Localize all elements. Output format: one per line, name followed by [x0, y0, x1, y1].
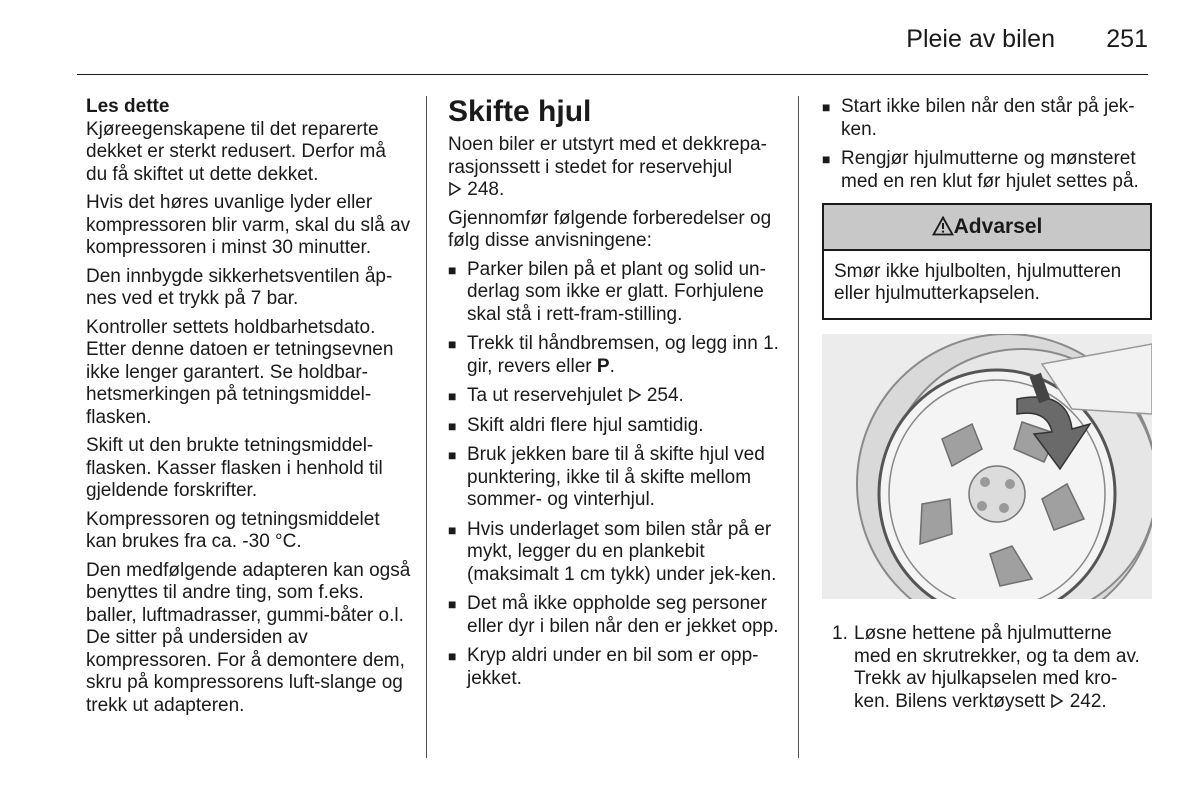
column-3 [822, 96, 1152, 713]
step-number: 1. [832, 623, 848, 644]
square-bullet-icon: ■ [448, 447, 457, 463]
intro-paragraph [448, 134, 781, 202]
page-section-title: Pleie av bilen [906, 25, 1055, 53]
gear-position-label: P [596, 355, 610, 377]
page-reference: 254. [646, 385, 684, 406]
list-item: ■ Hvis underlaget som bilen står på er mykt, legger du en plankebit (maksimalt 1 cm tykk) under jek-ken. [448, 518, 777, 585]
square-bullet-icon: ■ [822, 99, 831, 115]
note-text: Kjøreegenskapene til det reparerte dekket er sterkt redusert. Derfor må du få skiftet ut dette dekket. [86, 118, 386, 185]
step-item [822, 623, 1152, 713]
paragraph: Den medfølgende adapteren kan også benyttes til andre ting, som f.eks. baller, luftmadrasser, gummi-båter o.l. De sitter på undersiden av kompressoren. For å demontere dem, skru på kompressorens luft-slange og trekk ut adapteren. [86, 559, 411, 716]
square-bullet-icon: ■ [448, 596, 457, 612]
page-number: 251 [1106, 25, 1148, 53]
list-item: ■ Skift aldri flere hjul samtidig. [448, 414, 704, 436]
warning-title: Advarsel [953, 215, 1043, 238]
arrow-triangle-icon [448, 182, 462, 196]
square-bullet-icon: ■ [822, 151, 831, 167]
page-header [0, 0, 1200, 80]
step-text: Løsne hettene på hjulmutterne med en skrutrekker, og ta dem av. Trekk av hjulkapselen med kro-ken. Bilens verktøysett [854, 623, 1140, 712]
list-item: ■ Parker bilen på et plant og solid un-derlag som ikke er glatt. Forhjulene skal stå i rett-fram-stilling. [448, 258, 766, 325]
note-title: Les dette [86, 96, 170, 117]
column-divider-1 [426, 96, 427, 758]
square-bullet-icon: ■ [448, 417, 457, 434]
page-reference: 242. [1069, 690, 1107, 712]
list-item: ■ Ta ut reservehjulet 254. [448, 385, 684, 406]
page-reference: 248. [467, 179, 505, 200]
list-item: ■ Det må ikke oppholde seg personer eller dyr i bilen når den er jekket opp. [448, 593, 779, 637]
arrow-triangle-icon [628, 388, 642, 402]
step-list [822, 623, 1152, 713]
warning-text: Smør ikke hjulbolten, hjulmutteren eller hjulmutterkapselen. [834, 260, 1122, 304]
paragraph: Kompressoren og tetningsmiddelet kan brukes fra ca. -30 °C. [86, 508, 380, 552]
square-bullet-icon: ■ [448, 648, 457, 664]
paragraph: Hvis det høres uvanlige lyder eller kompressoren blir varm, skal du slå av kompressoren i minst 30 minutter. [86, 192, 411, 258]
paragraph: Kontroller settets holdbarhetsdato. Etter denne datoen er tetningsevnen ikke lenger garantert. Se holdbar-hetsmerkingen på tetningsmiddel-flasken. [86, 316, 394, 428]
instruction-list [448, 259, 781, 691]
column-divider-2 [798, 96, 799, 758]
warning-triangle-icon [932, 216, 954, 236]
square-bullet-icon: ■ [448, 388, 457, 404]
paragraph: Den innbygde sikkerhetsventilen åp-nes ved et trykk på 7 bar. [86, 265, 393, 309]
note-paragraph [86, 96, 411, 186]
paragraph: Gjennomfør følgende forberedelser og følg disse anvisningene: [448, 207, 772, 251]
list-item: ■ Rengjør hjulmutterne og mønsteret med en ren klut før hjulet settes på. [822, 148, 1139, 192]
column-2 [448, 96, 781, 697]
square-bullet-icon: ■ [448, 521, 457, 538]
square-bullet-icon: ■ [448, 261, 457, 278]
square-bullet-icon: ■ [448, 336, 457, 352]
warning-header [824, 205, 1150, 251]
list-item: ■ Bruk jekken bare til å skifte hjul ved punktering, ikke til å skifte mellom sommer- og vinterhjul. [448, 444, 765, 510]
header-rule [77, 74, 1148, 75]
arrow-triangle-icon [1050, 694, 1064, 708]
column-1 [86, 96, 411, 723]
list-item: ■ Start ikke bilen når den står på jek-ken. [822, 96, 1135, 140]
list-item: ■ Trekk til håndbremsen, og legg inn 1. gir, revers eller P. [448, 333, 779, 377]
list-item: ■ Kryp aldri under en bil som er opp-jekket. [448, 645, 759, 689]
instruction-list [822, 96, 1152, 193]
wheel-cover-removal-illustration [822, 334, 1152, 599]
paragraph: Skift ut den brukte tetningsmiddel-flasken. Kasser flasken i henhold til gjeldende forskrifter. [86, 435, 383, 501]
section-heading: Skifte hjul [448, 95, 592, 128]
intro-text: Noen biler er utstyrt med et dekkrepa-rasjonssett i stedet for reservehjul [448, 134, 767, 178]
warning-box [822, 203, 1152, 320]
